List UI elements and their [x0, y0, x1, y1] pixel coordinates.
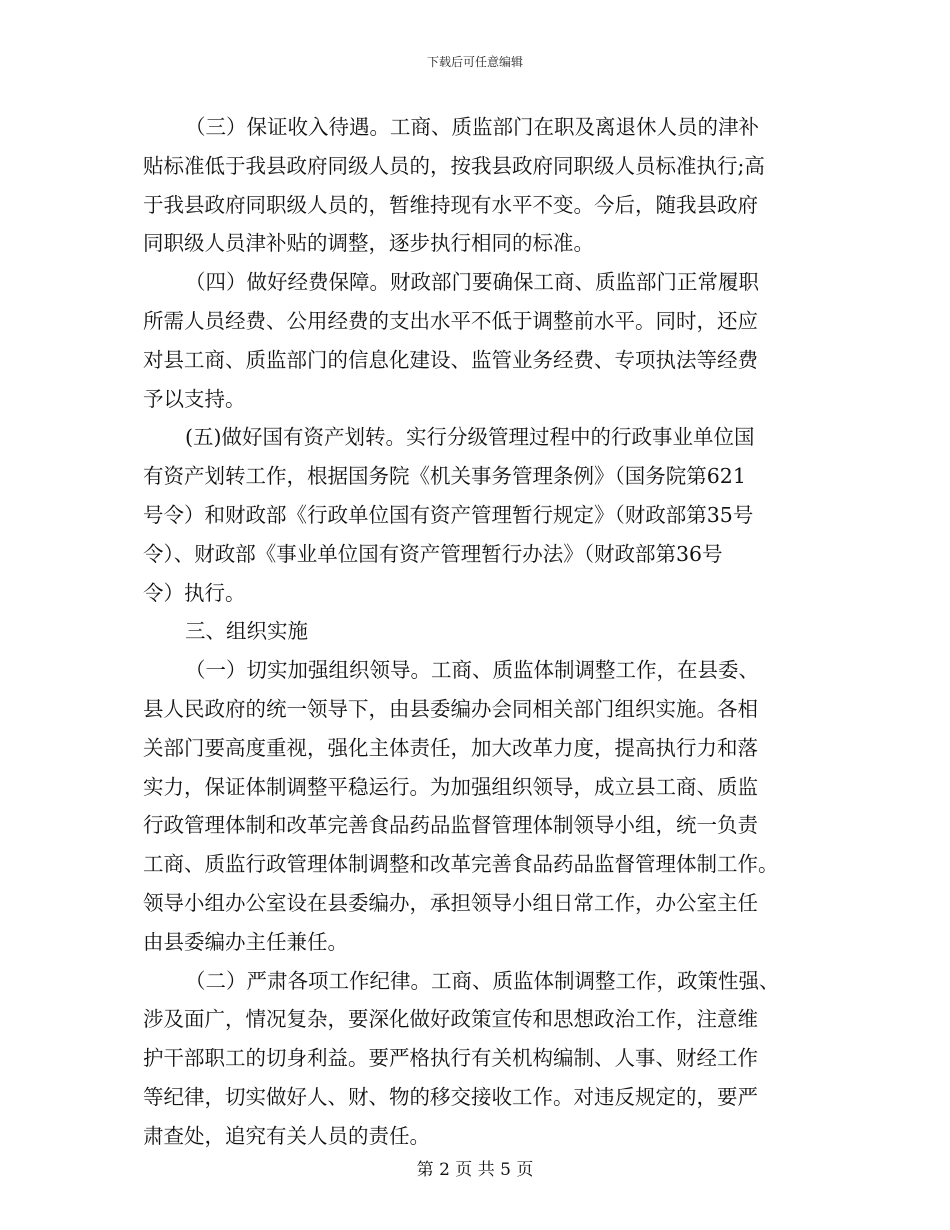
- text-line: 所需人员经费、公用经费的支出水平不低于调整前水平。同时，还应: [143, 308, 758, 333]
- text-line: （一）切实加强组织领导。工商、质监体制调整工作，在县委、: [185, 658, 759, 683]
- section-heading: 三、组织实施: [185, 619, 308, 644]
- text-line: 实力，保证体制调整平稳运行。为加强组织领导，成立县工商、质监: [143, 774, 758, 799]
- text-line: （二）严肃各项工作纪律。工商、质监体制调整工作，政策性强、: [185, 968, 780, 993]
- text-line: 贴标准低于我县政府同级人员的，按我县政府同职级人员标准执行;高: [143, 153, 765, 178]
- text-line: 令）执行。: [143, 580, 246, 605]
- text-line: 涉及面广，情况复杂，要深化做好政策宣传和思想政治工作，注意维: [143, 1007, 758, 1032]
- page-header-note: 下载后可任意编辑: [426, 55, 523, 69]
- text-line: 等纪律，切实做好人、财、物的移交接收工作。对违反规定的，要严: [143, 1084, 758, 1109]
- text-line: 同职级人员津补贴的调整，逐步执行相同的标准。: [143, 231, 594, 256]
- text-line: 由县委编办主任兼任。: [143, 929, 348, 954]
- text-line: 予以支持。: [143, 386, 246, 411]
- text-line: 县人民政府的统一领导下，由县委编办会同相关部门组织实施。各相: [143, 696, 758, 721]
- text-line: （三）保证收入待遇。工商、质监部门在职及离退休人员的津补: [185, 115, 759, 139]
- text-line: 护干部职工的切身利益。要严格执行有关机构编制、人事、财经工作: [143, 1046, 758, 1071]
- text-line: （四）做好经费保障。财政部门要确保工商、质监部门正常履职: [185, 270, 759, 295]
- document-body: [143, 108, 808, 1156]
- text-line: 有资产划转工作，根据国务院《机关事务管理条例》（国务院第621: [143, 464, 746, 489]
- text-line: 领导小组办公室设在县委编办，承担领导小组日常工作，办公室主任: [143, 890, 758, 915]
- text-line: 肃查处，追究有关人员的责任。: [143, 1123, 430, 1148]
- text-line: 关部门要高度重视，强化主体责任，加大改革力度，提高执行力和落: [143, 735, 758, 760]
- text-line: 工商、质监行政管理体制调整和改革完善食品药品监督管理体制工作。: [143, 852, 779, 877]
- text-line: (五)做好国有资产划转。实行分级管理过程中的行政事业单位国: [185, 425, 755, 450]
- text-line: 行政管理体制和改革完善食品药品监督管理体制领导小组，统一负责: [143, 813, 758, 838]
- text-line: 令）、财政部《事业单位国有资产管理暂行办法》（财政部第36号: [143, 541, 723, 566]
- text-line: 号令）和财政部《行政单位国有资产管理暂行规定》（财政部第35号: [143, 502, 754, 527]
- text-line: 对县工商、质监部门的信息化建设、监管业务经费、专项执法等经费: [143, 347, 758, 372]
- page-number-footer: 第 2 页 共 5 页: [416, 1160, 534, 1180]
- text-line: 于我县政府同职级人员的，暂维持现有水平不变。今后，随我县政府: [143, 192, 758, 217]
